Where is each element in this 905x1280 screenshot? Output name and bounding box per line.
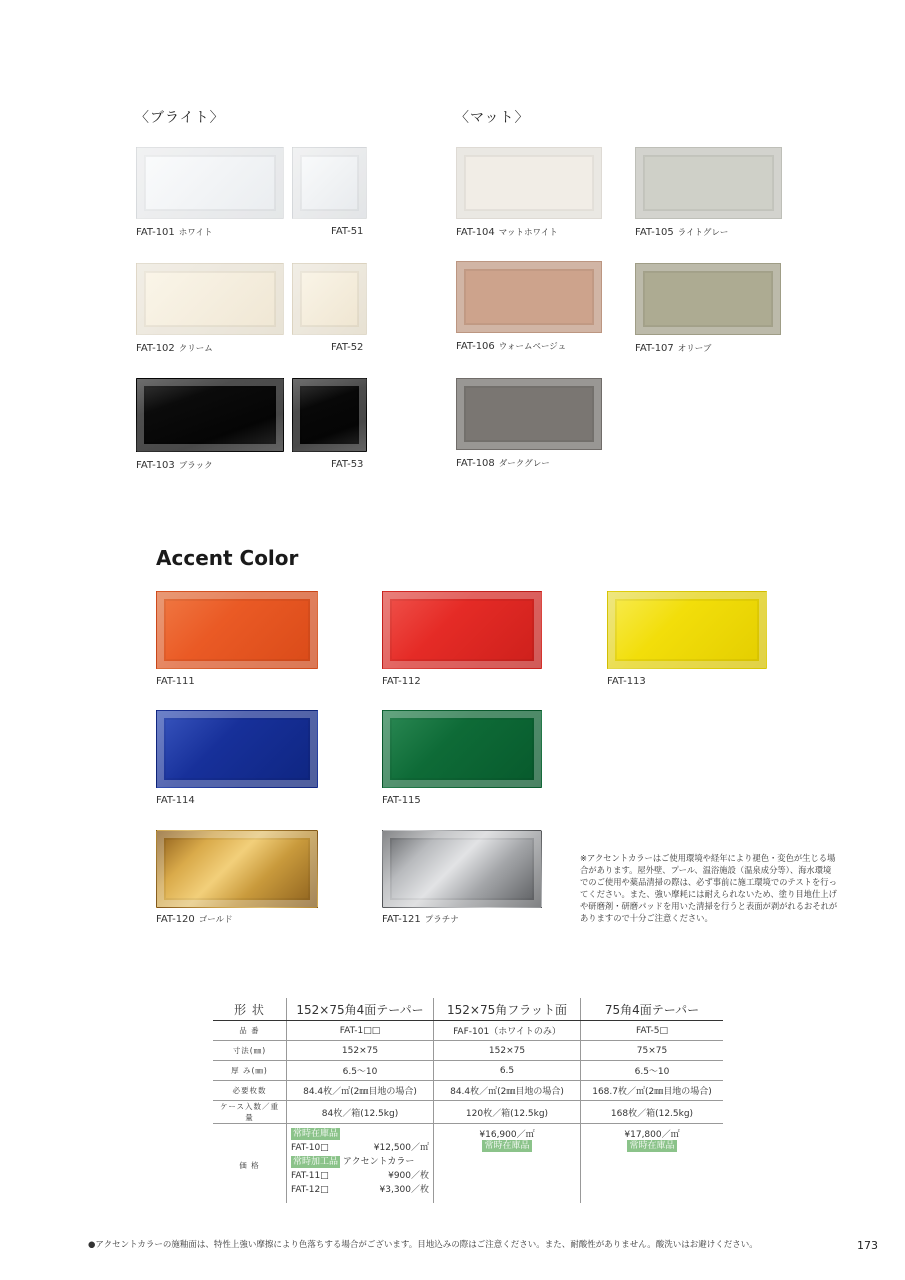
caption-fat-111: FAT-111 bbox=[156, 676, 195, 687]
tile-fat-106 bbox=[456, 261, 602, 333]
tile-fat-107 bbox=[635, 263, 781, 335]
header-label: 形 状 bbox=[213, 998, 287, 1021]
cell: 120枚／箱(12.5kg) bbox=[434, 1101, 581, 1124]
header-col-3: 75角4面テーパー bbox=[581, 998, 724, 1021]
caption-fat-121: FAT-121 プラチナ bbox=[382, 914, 459, 925]
tile-fat-115 bbox=[382, 710, 542, 788]
stock-badge: 常時在庫品 bbox=[293, 1129, 339, 1139]
cell: 6.5〜10 bbox=[287, 1061, 434, 1081]
tile-fat-105 bbox=[635, 147, 782, 219]
table-header-row bbox=[213, 998, 723, 1021]
cell: 152×75 bbox=[287, 1041, 434, 1061]
caption-fat-105: FAT-105 ライトグレー bbox=[635, 227, 729, 238]
row-label: 品 番 bbox=[213, 1021, 287, 1041]
price-value: ¥3,300／枚 bbox=[379, 1185, 429, 1195]
caption-fat-108: FAT-108 ダークグレー bbox=[456, 458, 550, 469]
tile-fat-103 bbox=[136, 378, 284, 452]
spec-table bbox=[213, 998, 723, 1203]
tile-fat-120 bbox=[156, 830, 318, 908]
table-row bbox=[213, 1021, 723, 1041]
caption-fat-52: FAT-52 bbox=[331, 342, 364, 353]
price-label: 価 格 bbox=[239, 1160, 260, 1170]
cell: 168枚／箱(12.5kg) bbox=[581, 1101, 724, 1124]
caption-fat-113: FAT-113 bbox=[607, 676, 646, 687]
caption-fat-103: FAT-103 ブラック bbox=[136, 460, 213, 471]
caption-fat-53: FAT-53 bbox=[331, 459, 364, 470]
header-col-1: 152×75角4面テーパー bbox=[287, 998, 434, 1021]
tile-fat-111 bbox=[156, 591, 318, 669]
caption-fat-112: FAT-112 bbox=[382, 676, 421, 687]
price-row bbox=[213, 1124, 723, 1204]
price-value: ¥16,900／㎡ bbox=[479, 1130, 535, 1140]
table-row bbox=[213, 1061, 723, 1081]
tile-fat-101 bbox=[136, 147, 284, 219]
tile-fat-51 bbox=[292, 147, 367, 219]
tile-fat-112 bbox=[382, 591, 542, 669]
cell: 75×75 bbox=[581, 1041, 724, 1061]
cell: 152×75 bbox=[434, 1041, 581, 1061]
caption-fat-101: FAT-101 ホワイト bbox=[136, 227, 213, 238]
tile-fat-114 bbox=[156, 710, 318, 788]
row-label: 必要枚数 bbox=[213, 1081, 287, 1101]
table-row bbox=[213, 1041, 723, 1061]
tile-fat-104 bbox=[456, 147, 602, 219]
row-label: 寸法(㎜) bbox=[213, 1041, 287, 1061]
caption-fat-102: FAT-102 クリーム bbox=[136, 343, 213, 354]
table-row bbox=[213, 1081, 723, 1101]
caption-fat-104: FAT-104 マットホワイト bbox=[456, 227, 558, 238]
page-number: 173 bbox=[857, 1239, 878, 1252]
processed-badge: 常時加工品 bbox=[293, 1157, 339, 1167]
caption-fat-115: FAT-115 bbox=[382, 795, 421, 806]
cell: FAT-5□ bbox=[581, 1021, 724, 1041]
cell: 6.5 bbox=[434, 1061, 581, 1081]
caption-fat-106: FAT-106 ウォームベージュ bbox=[456, 341, 567, 352]
price-value: ¥12,500／㎡ bbox=[373, 1143, 429, 1153]
matte-heading: 〈マット〉 bbox=[455, 110, 530, 126]
price-col-3 bbox=[581, 1124, 724, 1204]
tile-fat-121 bbox=[382, 830, 542, 908]
price-code: FAT-12□ bbox=[291, 1185, 329, 1195]
footer-note: ●アクセントカラーの施釉面は、特性上強い摩擦により色落ちする場合がございます。目地込みの際はご注意ください。また、耐酸性がありません。酸洗いはお避けください。 bbox=[88, 1240, 758, 1250]
tile-fat-108 bbox=[456, 378, 602, 450]
caption-fat-107: FAT-107 オリーブ bbox=[635, 343, 712, 354]
header-col-2: 152×75角フラット面 bbox=[434, 998, 581, 1021]
cell: 84.4枚／㎡(2㎜目地の場合) bbox=[287, 1081, 434, 1101]
tile-fat-52 bbox=[292, 263, 367, 335]
cell: FAT-1□□ bbox=[287, 1021, 434, 1041]
tile-fat-53 bbox=[292, 378, 367, 452]
price-col-2 bbox=[434, 1124, 581, 1204]
price-code: FAT-11□ bbox=[291, 1171, 329, 1181]
price-value: ¥17,800／㎡ bbox=[624, 1130, 680, 1140]
row-label: ケース入数／重量 bbox=[213, 1101, 287, 1124]
tile-fat-102 bbox=[136, 263, 284, 335]
stock-badge: 常時在庫品 bbox=[484, 1141, 530, 1151]
cell: 84.4枚／㎡(2㎜目地の場合) bbox=[434, 1081, 581, 1101]
cell: FAF-101（ホワイトのみ） bbox=[434, 1021, 581, 1041]
bright-heading: 〈ブライト〉 bbox=[135, 110, 225, 126]
cell: 84枚／箱(12.5kg) bbox=[287, 1101, 434, 1124]
caption-fat-114: FAT-114 bbox=[156, 795, 195, 806]
row-label: 厚 み(㎜) bbox=[213, 1061, 287, 1081]
cell: 168.7枚／㎡(2㎜目地の場合) bbox=[581, 1081, 724, 1101]
tile-fat-113 bbox=[607, 591, 767, 669]
accent-color-title: Accent Color bbox=[156, 546, 299, 570]
cell: 6.5〜10 bbox=[581, 1061, 724, 1081]
table-row bbox=[213, 1101, 723, 1124]
price-code: FAT-10□ bbox=[291, 1143, 329, 1153]
stock-badge: 常時在庫品 bbox=[629, 1141, 675, 1151]
caption-fat-51: FAT-51 bbox=[331, 226, 364, 237]
price-value: ¥900／枚 bbox=[388, 1171, 429, 1181]
price-col-1 bbox=[287, 1124, 434, 1204]
accent-color-note: ※アクセントカラーはご使用環境や経年により褪色・変色が生じる場合があります。屋外壁、プール、温浴施設（温泉成分等）、海水環境でのご使用や薬品清掃の際は、必ず事前に施工環境でのテストを行ってください。また、強い摩耗には耐えられないため、塗り目地仕上げや研磨剤・研磨パッドを用いた清掃を行うと表面が剥がれるおそれがありますので十分ご注意ください。 bbox=[580, 853, 838, 923]
caption-fat-120: FAT-120 ゴールド bbox=[156, 914, 233, 925]
accent-color-label: アクセントカラー bbox=[342, 1157, 415, 1167]
